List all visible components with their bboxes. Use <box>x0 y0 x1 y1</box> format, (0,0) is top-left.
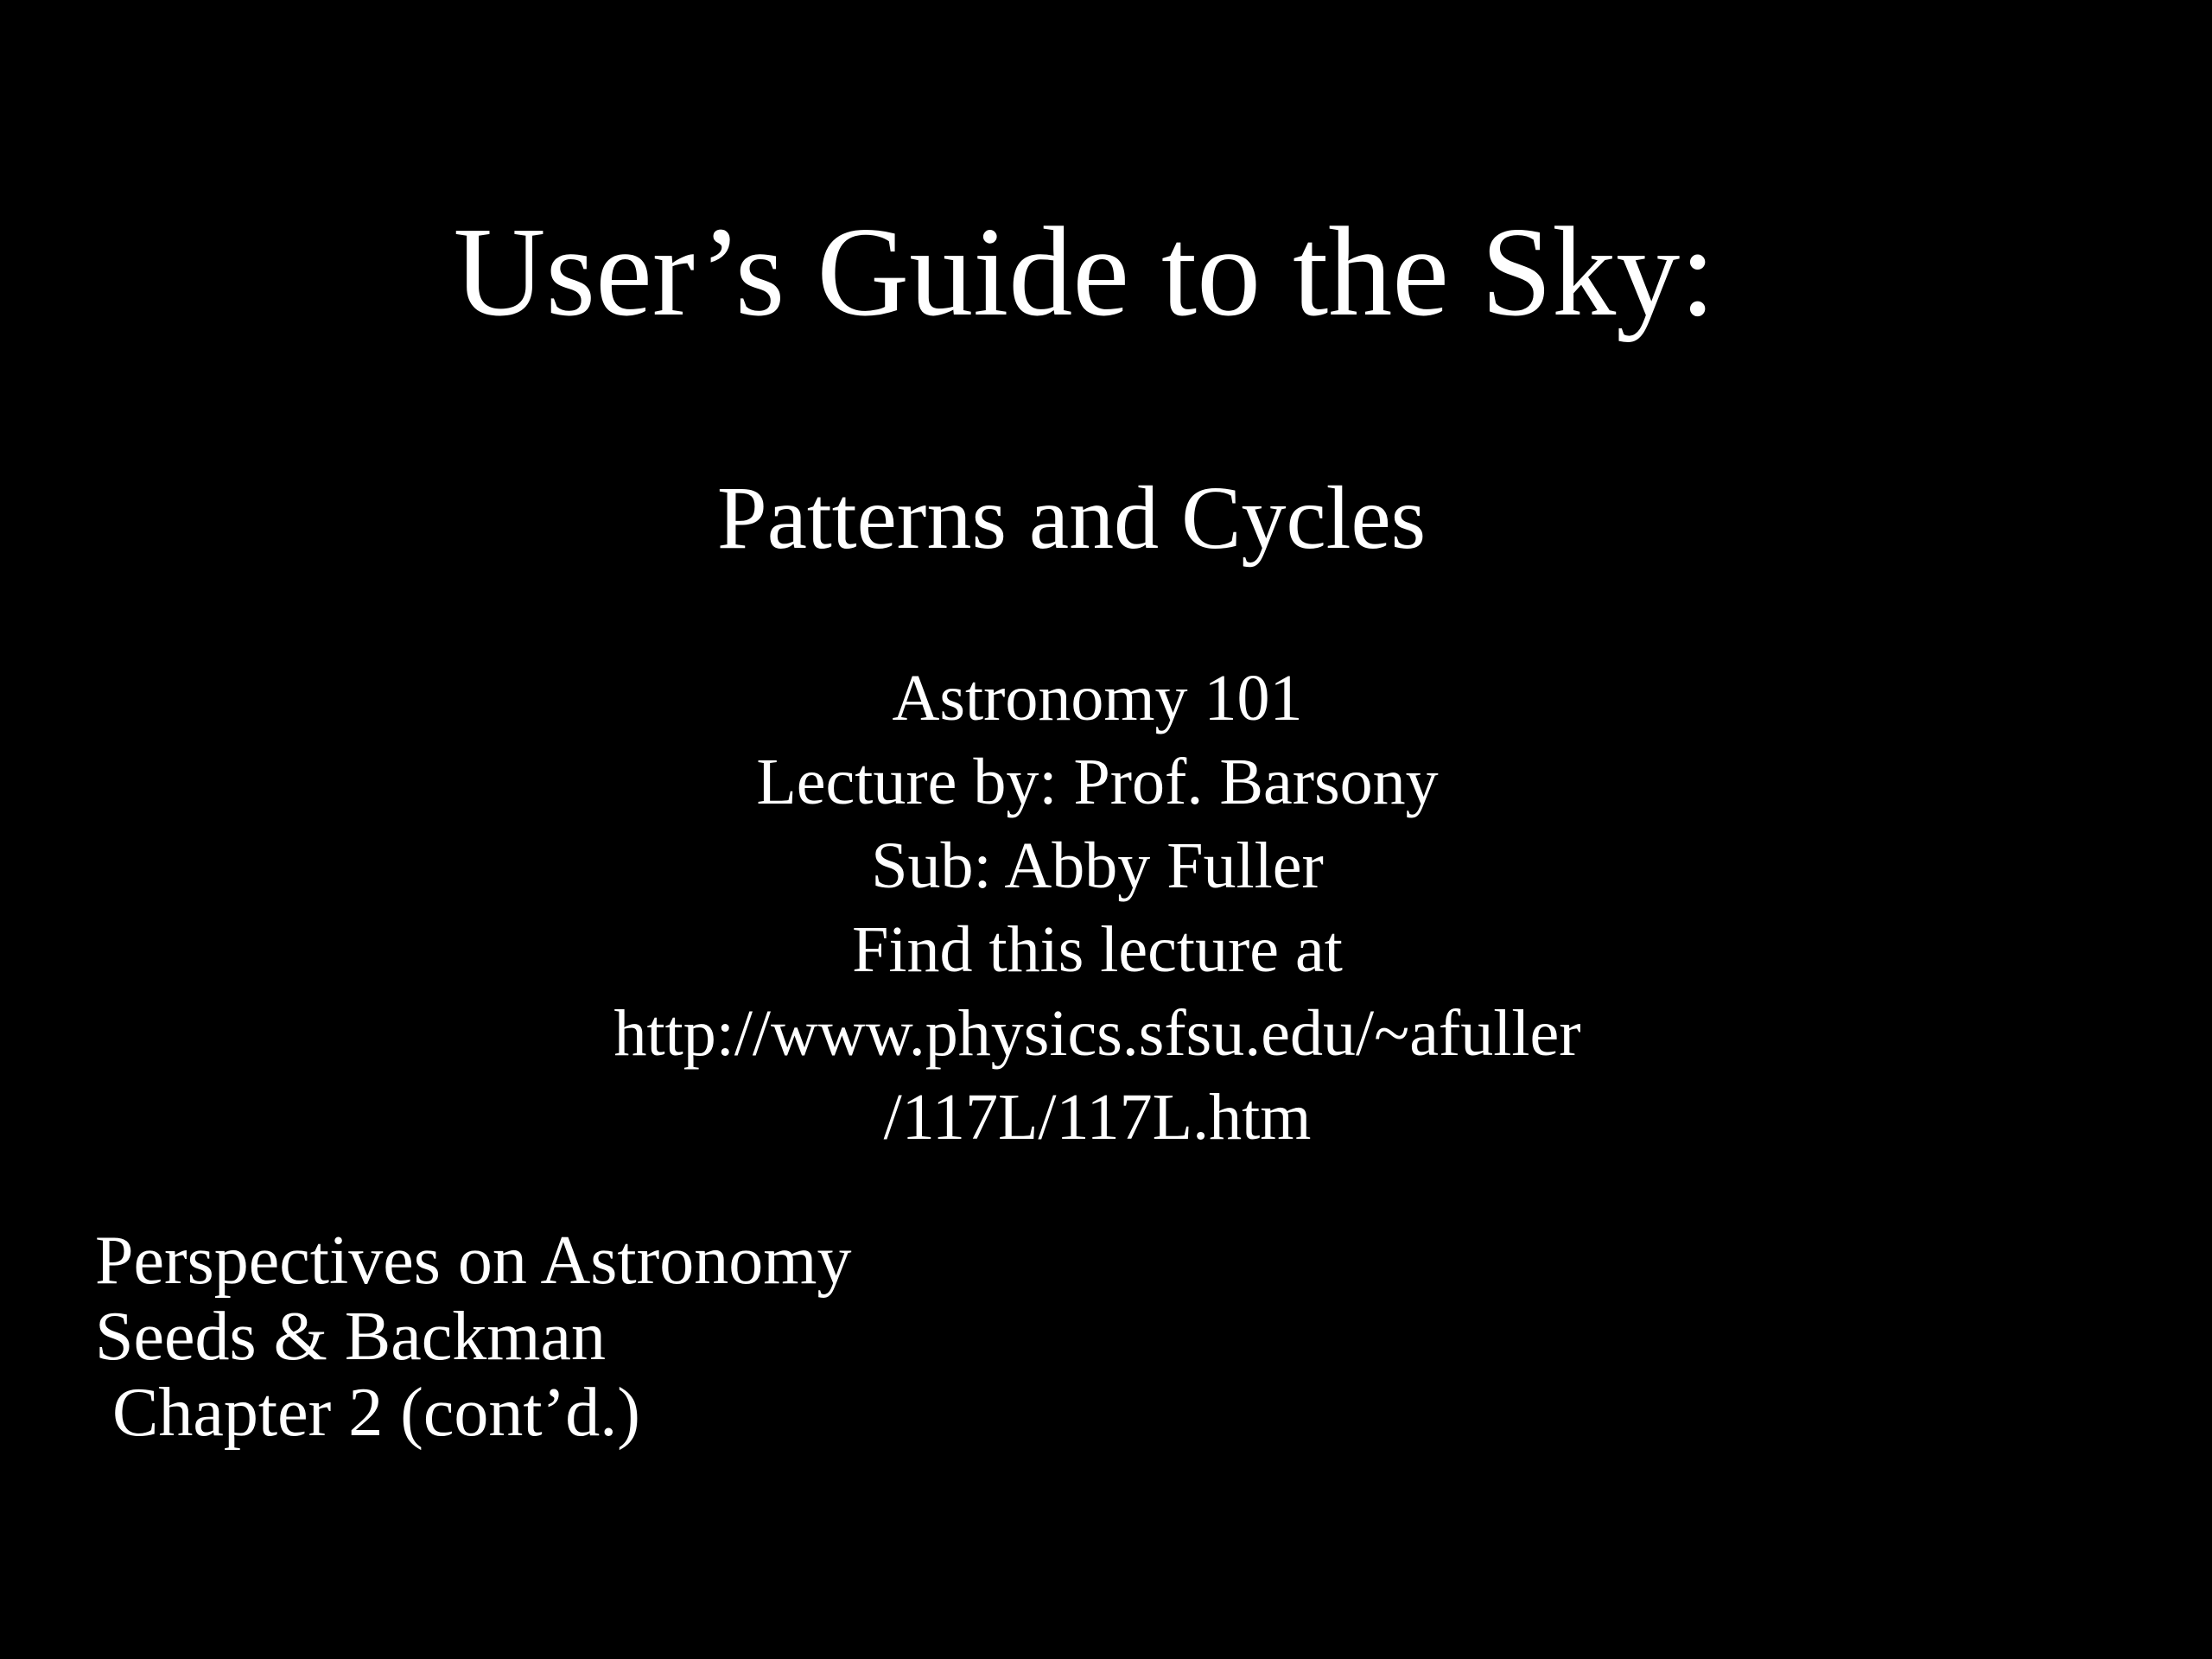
book-authors: Seeds & Backman <box>95 1299 606 1375</box>
slide-subtitle: Patterns and Cycles <box>716 468 1427 568</box>
book-title: Perspectives on Astronomy <box>95 1223 852 1299</box>
lecturer-line: Lecture by: Prof. Barsony <box>756 746 1439 818</box>
slide-title: User’s Guide to the Sky: <box>453 201 1716 343</box>
find-lecture-line: Find this lecture at <box>852 913 1343 986</box>
lecture-info <box>0 657 2195 1160</box>
lecture-url-line-2: /117L/117L.htm <box>883 1081 1312 1154</box>
course-name: Astronomy 101 <box>892 662 1303 734</box>
substitute-line: Sub: Abby Fuller <box>871 830 1324 902</box>
textbook-reference <box>95 1223 851 1451</box>
book-chapter: Chapter 2 (cont’d.) <box>95 1375 640 1451</box>
lecture-url-line-1: http://www.physics.sfsu.edu/~afuller <box>613 997 1581 1070</box>
